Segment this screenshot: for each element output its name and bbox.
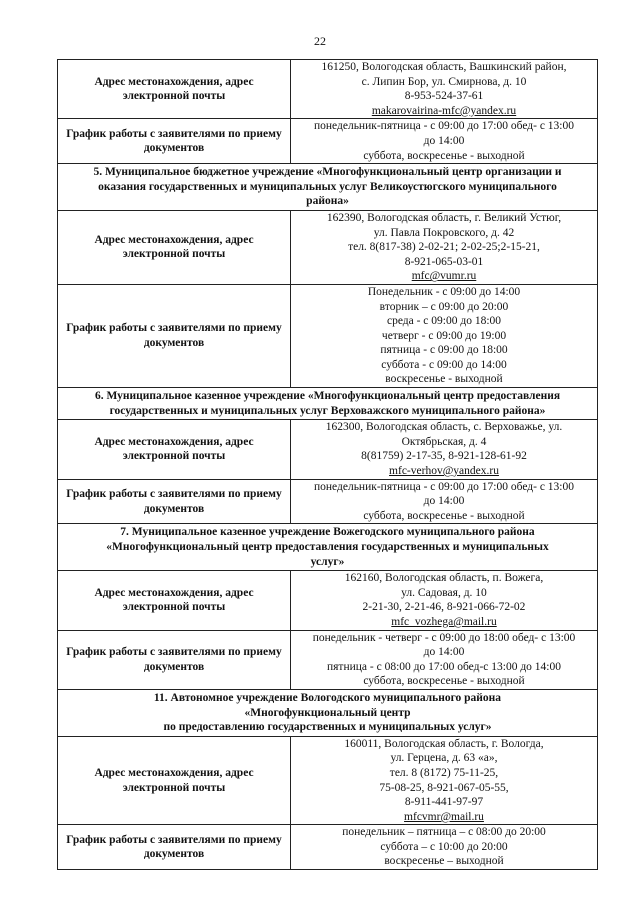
schedule-line: четверг - с 09:00 до 19:00: [381, 329, 507, 342]
address-row: [58, 420, 598, 479]
schedule-line: суббота, воскресенье - выходной: [363, 509, 525, 522]
section-heading-line: оказания государственных и муниципальных услуг Великоустюгского муниципального: [98, 180, 557, 193]
schedule-line: пятница - с 09:00 до 18:00: [380, 344, 508, 357]
address-line: с. Липин Бор, ул. Смирнова, д. 10: [361, 75, 527, 88]
section-heading-line: по предоставлению государственных и муниципальных услуг»: [163, 721, 492, 734]
section-heading-line: района»: [306, 195, 349, 208]
schedule-line: до 14:00: [423, 134, 465, 147]
address-label: Адрес местонахождения, адрес электронной почты: [58, 571, 291, 630]
schedule-line: вторник – с 09:00 до 20:00: [379, 300, 509, 313]
address-value: [291, 736, 598, 825]
section-heading-row: [58, 689, 598, 736]
address-line: 8(81759) 2-17-35, 8-921-128-61-92: [361, 450, 527, 463]
schedule-line: понедельник-пятница - с 09:00 до 17:00 обед- с 13:00: [313, 120, 575, 133]
section-heading-row: [58, 524, 598, 571]
schedule-label: График работы с заявителями по приему документов: [58, 119, 291, 164]
address-line: 161250, Вологодская область, Вашкинский район,: [321, 61, 567, 73]
email-link[interactable]: mfc-verhov@yandex.ru: [389, 465, 499, 478]
schedule-row: [58, 119, 598, 164]
address-row: [58, 736, 598, 825]
schedule-line: среда - с 09:00 до 18:00: [386, 315, 502, 328]
schedule-line: суббота, воскресенье - выходной: [363, 149, 525, 162]
address-line: тел. 8 (8172) 75-11-25,: [389, 766, 499, 779]
address-line: ул. Павла Покровского, д. 42: [373, 226, 515, 239]
section-heading-row: [58, 164, 598, 211]
schedule-label: График работы с заявителями по приему документов: [58, 284, 291, 387]
schedule-label: График работы с заявителями по приему документов: [58, 630, 291, 689]
email-link[interactable]: mfcvmr@mail.ru: [404, 810, 484, 823]
schedule-line: суббота – с 10:00 до 20:00: [380, 840, 508, 853]
address-value: [291, 60, 598, 119]
section-heading-line: 7. Муниципальное казенное учреждение Вожегодского муниципального района: [120, 526, 535, 539]
address-line: 162160, Вологодская область, п. Вожега,: [344, 572, 544, 585]
schedule-label: График работы с заявителями по приему документов: [58, 479, 291, 524]
address-label: Адрес местонахождения, адрес электронной почты: [58, 420, 291, 479]
address-line: ул. Садовая, д. 10: [401, 586, 487, 599]
email-link[interactable]: mfc_vozhega@mail.ru: [391, 615, 497, 628]
schedule-row: [58, 284, 598, 387]
schedule-line: суббота - с 09:00 до 14:00: [381, 358, 507, 371]
address-line: Октябрьская, д. 4: [401, 435, 487, 448]
schedule-line: суббота, воскресенье - выходной: [363, 675, 525, 688]
page-number: 22: [314, 34, 326, 48]
section-heading-line: «Многофункциональный центр предоставления государственных и муниципальных: [106, 541, 549, 553]
section-heading: [58, 388, 598, 420]
address-label: Адрес местонахождения, адрес электронной почты: [58, 210, 291, 284]
address-label: Адрес местонахождения, адрес электронной почты: [58, 736, 291, 825]
email-link[interactable]: makarovairina-mfc@yandex.ru: [371, 104, 517, 117]
schedule-row: [58, 630, 598, 689]
schedule-line: воскресенье - выходной: [385, 373, 503, 386]
address-line: тел. 8(817-38) 2-02-21; 2-02-25;2-15-21,: [348, 241, 540, 254]
schedule-value: [291, 119, 598, 164]
email-link[interactable]: mfc@vumr.ru: [411, 270, 477, 283]
section-heading-line: услуг»: [310, 555, 345, 568]
address-line: 162300, Вологодская область, с. Верховажье, ул.: [325, 421, 563, 434]
schedule-line: понедельник – пятница – с 08:00 до 20:00: [342, 826, 546, 839]
section-heading-line: государственных и муниципальных услуг Верховажского муниципального района»: [109, 404, 546, 417]
schedule-line: понедельник - четверг - с 09:00 до 18:00 обед- с 13:00: [312, 631, 576, 644]
address-line: 2-21-30, 2-21-46, 8-921-066-72-02: [362, 601, 526, 614]
section-heading-line: 11. Автономное учреждение Вологодского муниципального района: [153, 691, 502, 704]
section-heading-line: 6. Муниципальное казенное учреждение «Многофункциональный центр предоставления: [94, 390, 561, 403]
address-row: [58, 571, 598, 630]
schedule-line: воскресенье – выходной: [384, 855, 504, 868]
section-heading: [58, 164, 598, 211]
address-line: 8-953-524-37-61: [404, 90, 484, 103]
address-value: [291, 571, 598, 630]
schedule-value: [291, 630, 598, 689]
schedule-line: до 14:00: [423, 495, 465, 508]
schedule-value: [291, 479, 598, 524]
address-line: 75-08-25, 8-921-067-05-55,: [379, 781, 509, 794]
schedule-line: до 14:00: [423, 646, 465, 659]
schedule-line: понедельник-пятница - с 09:00 до 17:00 обед- с 13:00: [313, 480, 575, 493]
address-value: [291, 210, 598, 284]
section-heading-row: [58, 388, 598, 420]
schedule-row: [58, 479, 598, 524]
mfc-table: [57, 59, 598, 870]
section-heading-line: 5. Муниципальное бюджетное учреждение «Многофункциональный центр организации и: [93, 166, 562, 179]
address-row: [58, 60, 598, 119]
address-value: [291, 420, 598, 479]
mfc-table-body: [58, 60, 598, 870]
section-heading: [58, 524, 598, 571]
address-line: 8-921-065-03-01: [404, 255, 484, 268]
schedule-line: пятница - с 08:00 до 17:00 обед-с 13:00 до 14:00: [326, 660, 561, 673]
section-heading-line: «Многофункциональный центр: [244, 706, 411, 719]
address-line: 162390, Вологодская область, г. Великий Устюг,: [326, 211, 562, 224]
address-line: 160011, Вологодская область, г. Вологда,: [344, 737, 544, 750]
address-row: [58, 210, 598, 284]
schedule-line: Понедельник - с 09:00 до 14:00: [367, 285, 521, 298]
address-line: ул. Герцена, д. 63 «а»,: [390, 752, 498, 765]
schedule-value: [291, 825, 598, 870]
section-heading: [58, 689, 598, 736]
address-label: Адрес местонахождения, адрес электронной почты: [58, 60, 291, 119]
schedule-row: [58, 825, 598, 870]
schedule-value: [291, 284, 598, 387]
address-line: 8-911-441-97-97: [404, 796, 484, 809]
schedule-label: График работы с заявителями по приему документов: [58, 825, 291, 870]
